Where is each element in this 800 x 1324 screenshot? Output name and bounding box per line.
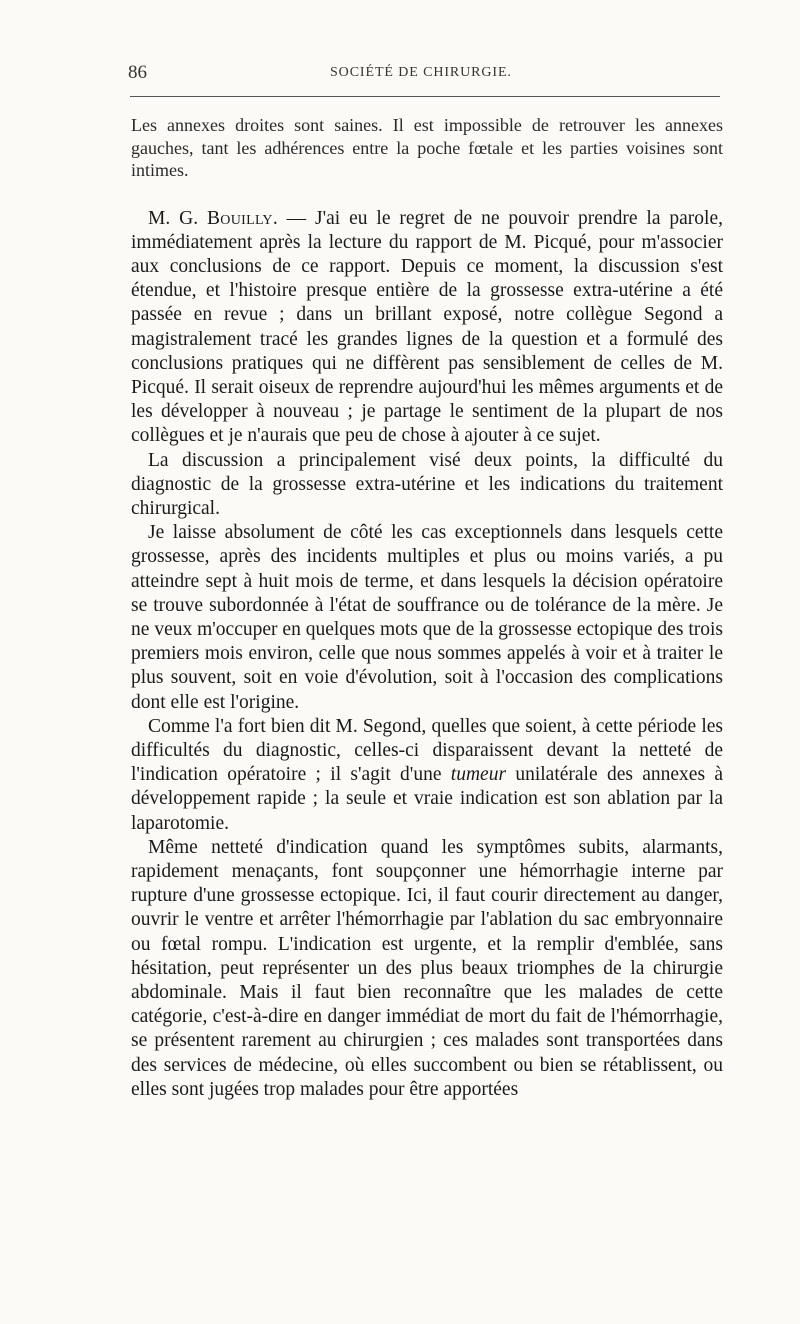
paragraph-bouilly (131, 207, 723, 449)
paragraph-hemorrhage: Même netteté d'indication quand les symptômes subits, alarmants, rapidement menaçants, font soupçonner une hémorrhagie interne par rupture d'une grossesse ectopique. Ici, il faut courir directement au danger, ouvrir le ventre et arrêter l'hémorrhagie par l'ablation du sac embryonnaire ou fœtal rompu. L'indication est urgente, et la remplir d'emblée, sans hésitation, peut représenter un des plus beaux triomphes de la chirurgie abdominale. Mais il faut bien reconnaître que les malades de cette catégorie, c'est-à-dire en danger immédiat de mort du fait de l'hémorrhagie, se présentent rarement au chirurgien ; ces malades sont transportées dans des services de médecine, où elles succombent ou bien se rétablissent, ou elles sont jugées trop malades pour être apportées (131, 836, 723, 1100)
paragraph-segond (131, 715, 723, 836)
speaker-name: Bouilly (207, 207, 273, 229)
paragraph-bouilly-text: . — J'ai eu le regret de ne pouvoir prendre la parole, immédiatement après la lecture du rapport de M. Picqué, pour m'associer aux conclusions de ce rapport. Depuis ce moment, la discussion s'est étendue, et l'histoire presque entière de la grossesse extra-utérine a été passée en revue ; dans un brillant exposé, notre collègue Segond a magistralement tracé les grandes lignes de la question et a formulé des conclusions pratiques qui ne diffèrent pas sensiblement de celles de M. Picqué. Il serait oiseux de reprendre aujourd'hui les mêmes arguments et de les développer à nouveau ; je partage le sentiment de la plupart de nos collègues et je n'aurais que peu de chose à ajouter à ce sujet. (131, 207, 724, 447)
paragraph-discussion: La discussion a principalement visé deux points, la difficulté du diagnostic de la grossesse extra-utérine et les indications du traitement chirurgical. (131, 449, 723, 519)
header-rule (130, 96, 720, 97)
paragraph-exceptional-cases: Je laisse absolument de côté les cas exceptionnels dans lesquels cette grossesse, après des incidents multiples et plus ou moins variés, a pu atteindre sept à huit mois de terme, et dans lesquels la décision opératoire se trouve subordonnée à l'état de souffrance ou de tolérance de la mère. Je ne veux m'occuper en quelques mots que de la grossesse ectopique des trois premiers mois environ, celle que nous sommes appelés à voir et à traiter le plus souvent, soit en voie d'évolution, soit à l'occasion des complications dont elle est l'origine. (131, 522, 723, 713)
italic-tumeur: tumeur (450, 764, 507, 786)
paragraph-annexes: Les annexes droites sont saines. Il est impossible de retrouver les annexes gauches, tant les adhérences entre la poche fœtale et les parties voisines sont intimes. (131, 115, 723, 180)
body-text (131, 114, 723, 1102)
page-number: 86 (128, 62, 147, 83)
paragraph-segond-a: Comme l'a fort bien dit M. Segond, quelles que soient, à cette période les difficultés du diagnostic, celles-ci disparaissent devant la netteté de l'indication opératoire ; il s'agit d'une (131, 715, 723, 786)
running-head: SOCIÉTÉ DE CHIRURGIE. (330, 65, 512, 80)
speaker-prefix: M. G. (148, 207, 207, 229)
page-header (128, 62, 722, 86)
paragraph-segond-b: unilatérale des annexes à développement rapide ; la seule et vraie indication est son ablation par la laparotomie. (131, 764, 723, 834)
